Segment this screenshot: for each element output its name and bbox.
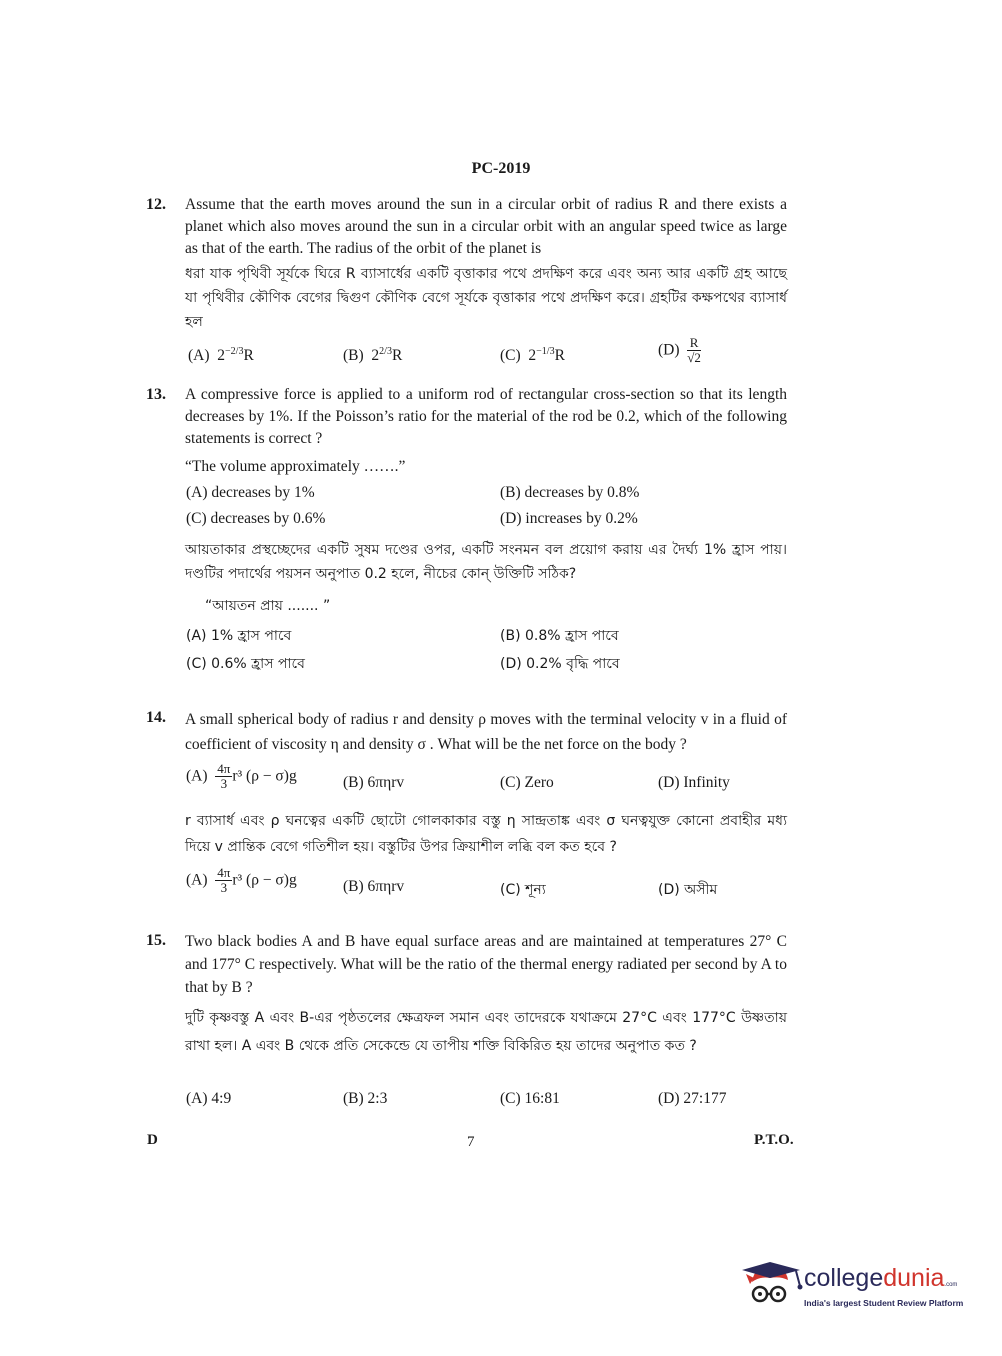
student-mascot-icon [742,1260,804,1310]
q15-option-b: (B) 2:3 [343,1090,388,1107]
page-number: 7 [467,1134,475,1150]
four-pi-over-three-fraction-bengali: $\frac{4\pi}{3}$ [217,865,231,895]
q14-option-a-bengali: (A) $\frac{4\pi}{3}$ r³ (ρ − σ)g [186,865,297,895]
q12-option-b: (B) $2^{2/3}R$ [343,346,403,365]
r-over-root2-fraction: $\frac{R}{√2}$ [687,335,701,365]
question-15-number: 15. [146,932,166,949]
paper-code: PC-2019 [471,160,531,177]
question-15-bengali: দুটি কৃষ্ণবস্তু A এবং B-এর পৃষ্ঠতলের ক্ষেত্রফল সমান এবং তাদেরকে যথাক্রমে 27°C এবং 177°C উষ্ণতায় রাখা হল। A এবং B থেকে প্রতি সেকেন্ডে যে তাপীয় শক্তি বিকিরিত হয় তাদের অনুপাত কত ? [185,1010,787,1054]
q14-option-d: (D) Infinity [658,774,730,791]
q14-option-d-bengali: (D) অসীম [658,882,718,898]
q12-option-a: (A) $2^{-2/3}R$ [188,346,254,365]
question-13-quote: “The volume approximately …….” [185,458,406,475]
collegedunia-logo [742,1252,974,1318]
question-14-number: 14. [146,709,166,726]
q15-option-d: (D) 27:177 [658,1090,727,1107]
q13-option-b-bengali: (B) 0.8% হ্রাস পাবে [500,628,619,644]
logo-tagline: India's largest Student Review Platform [804,1298,964,1308]
q15-option-a: (A) 4:9 [186,1090,232,1107]
question-12-bengali: ধরা যাক পৃথিবী সূর্যকে ঘিরে R ব্যাসার্ধের একটি বৃত্তাকার পথে প্রদক্ষিণ করে এবং অন্য আর একটি গ্রহ আছে যা পৃথিবীর কৌণিক বেগের দ্বিগুণ কৌণিক বেগে সূর্যকে বৃত্তাকার পথে প্রদক্ষিণ করে। গ্রহটির কক্ষপথের ব্যাসার্ধ হল [185,266,787,330]
q13-option-a: (A) decreases by 1% [186,484,315,501]
question-13-bengali-quote: “আয়তন প্রায় ....... ” [205,598,331,614]
question-12-number: 12. [146,196,166,213]
four-pi-over-three-fraction: $\frac{4\pi}{3}$ [217,761,231,791]
q14-option-c-bengali: (C) শূন্য [500,882,546,898]
question-14-bengali: r ব্যাসার্ধ এবং ρ ঘনত্বের একটি ছোটো গোলকাকার বস্তু η সান্দ্রতাঙ্ক এবং σ ঘনত্বযুক্ত কোনো প্রবাহীর মধ্য দিয়ে v প্রান্তিক বেগে গতিশীল হয়। বস্তুটির উপর ক্রিয়াশীল লব্ধি বল কত হবে ? [185,813,787,855]
question-15-english: Two black bodies A and B have equal surface areas and are maintained at temperatures 27° C and 177° C respectively. What will be the ratio of the thermal energy radiated per second by A to that by B ? [185,933,787,996]
q14-option-b-bengali: (B) 6πηrv [343,878,405,895]
question-12-english: Assume that the earth moves around the sun in a circular orbit of radius R and there exists a planet which also moves around the sun in a circular orbit with an angular speed twice as large as that of the earth. The radius of the orbit of the planet is [185,196,787,257]
please-turn-over: P.T.O. [754,1132,794,1148]
q13-option-a-bengali: (A) 1% হ্রাস পাবে [186,628,292,644]
q14-option-b: (B) 6πηrv [343,774,405,791]
q12-option-c: (C) $2^{-1/3}R$ [500,346,565,365]
logo-wordmark: collegedunia.com [804,1264,958,1292]
q13-option-d: (D) increases by 0.2% [500,510,638,527]
question-13-english: A compressive force is applied to a uniform rod of rectangular cross-section so that its length decreases by 1%. If the Poisson’s ratio for the material of the rod be 0.2, which of the following statements is correct ? [185,386,787,447]
question-13-bengali: আয়তাকার প্রস্থচ্ছেদের একটি সুষম দণ্ডের ওপর, একটি সংনমন বল প্রয়োগ করায় এর দৈর্ঘ্য 1% হ্রাস পায়। দণ্ডটির পদার্থের পয়সন অনুপাত 0.2 হলে, নীচের কোন্ উক্তিটি সঠিক? [185,542,787,582]
q13-option-b: (B) decreases by 0.8% [500,484,640,501]
footer-booklet-set: D [147,1132,158,1148]
q13-option-c-bengali: (C) 0.6% হ্রাস পাবে [186,656,305,672]
q15-option-c: (C) 16:81 [500,1090,560,1107]
q12-option-d: (D) $\frac{R}{√2}$ [658,335,701,365]
q13-option-d-bengali: (D) 0.2% বৃদ্ধি পাবে [500,656,620,672]
q13-option-c: (C) decreases by 0.6% [186,510,326,527]
question-14-english: A small spherical body of radius r and density ρ moves with the terminal velocity v in a fluid of coefficient of viscosity η and density σ . What will be the net force on the body ? [185,711,787,753]
q14-option-a: (A) $\frac{4\pi}{3}$ r³ (ρ − σ)g [186,761,297,791]
question-13-number: 13. [146,386,166,403]
q14-option-c: (C) Zero [500,774,554,791]
